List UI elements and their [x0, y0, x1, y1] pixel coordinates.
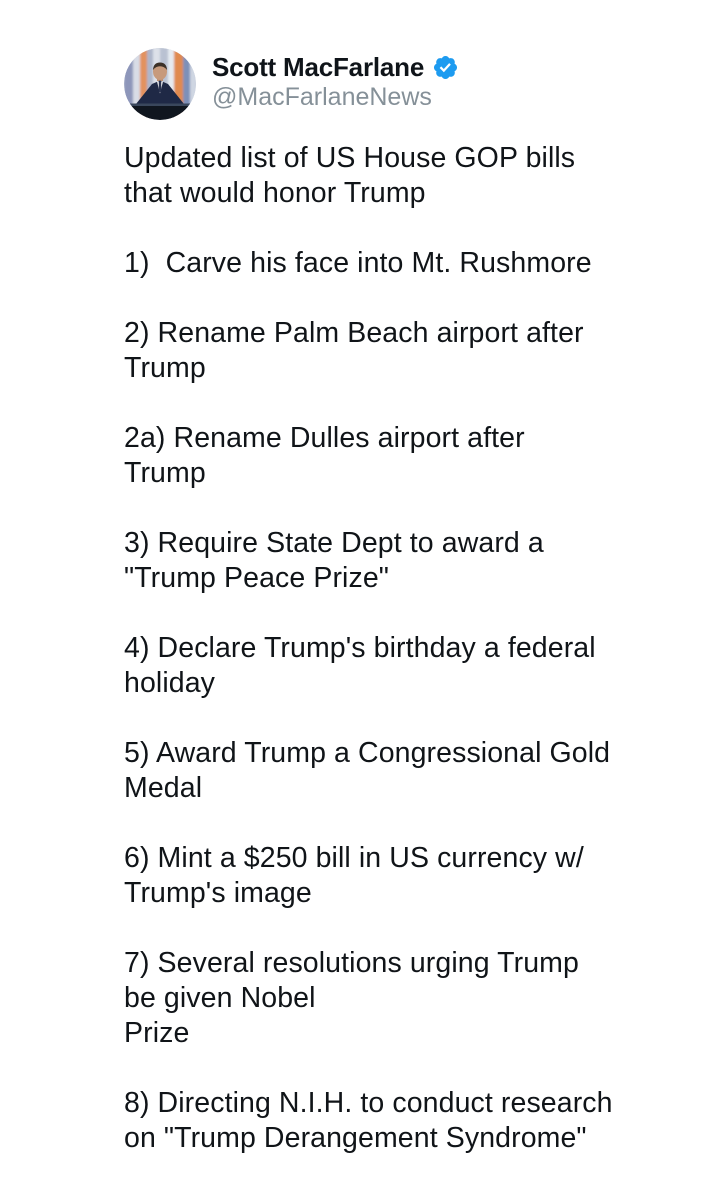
tweet-line: that would honor Trump	[124, 177, 426, 209]
tweet-paragraph-item-3	[124, 526, 681, 596]
tweet-line: 7) Several resolutions urging Trump	[124, 947, 579, 979]
tweet-line: Trump	[124, 457, 206, 489]
tweet-paragraph-intro	[124, 141, 681, 211]
user-handle[interactable]: @MacFarlaneNews	[212, 83, 432, 111]
tweet-paragraph-item-5	[124, 736, 681, 806]
tweet-header	[124, 48, 681, 120]
display-name[interactable]: Scott MacFarlane	[212, 52, 425, 82]
tweet-line: 2) Rename Palm Beach airport after	[124, 317, 584, 349]
tweet-line: 3) Require State Dept to award a	[124, 527, 544, 559]
name-row	[212, 53, 459, 82]
identity-block	[212, 48, 459, 112]
tweet-paragraph-item-4	[124, 631, 681, 701]
avatar[interactable]	[124, 48, 196, 120]
tweet-line: Trump's image	[124, 877, 312, 909]
tweet-line: be given Nobel	[124, 982, 316, 1014]
tweet-line: 8) Directing N.I.H. to conduct research	[124, 1087, 613, 1119]
tweet-paragraph-item-8	[124, 1086, 681, 1156]
tweet-line: 6) Mint a $250 bill in US currency w/	[124, 842, 584, 874]
tweet-line: Trump	[124, 352, 206, 384]
tweet-line: "Trump Peace Prize"	[124, 562, 389, 594]
tweet-line: holiday	[124, 667, 216, 699]
tweet-paragraph-item-6	[124, 841, 681, 911]
tweet-line: 4) Declare Trump's birthday a federal	[124, 632, 596, 664]
verified-badge-icon	[432, 54, 459, 81]
tweet-line: 5) Award Trump a Congressional Gold	[124, 737, 611, 769]
tweet-line: Prize	[124, 1017, 190, 1049]
tweet-paragraph-item-7	[124, 946, 681, 1051]
tweet-line: 1) Carve his face into Mt. Rushmore	[124, 247, 592, 279]
tweet-line: Updated list of US House GOP bills	[124, 142, 576, 174]
tweet-line: Medal	[124, 772, 203, 804]
tweet-paragraph-item-2a	[124, 421, 681, 491]
news-anchor-photo	[124, 48, 196, 120]
tweet-line: 2a) Rename Dulles airport after	[124, 422, 525, 454]
tweet-text	[124, 141, 681, 1156]
verified-seal-path	[434, 56, 457, 79]
tweet-paragraph-item-1	[124, 246, 681, 281]
tweet-paragraph-item-2	[124, 316, 681, 386]
tweet-line: on "Trump Derangement Syndrome"	[124, 1122, 587, 1154]
